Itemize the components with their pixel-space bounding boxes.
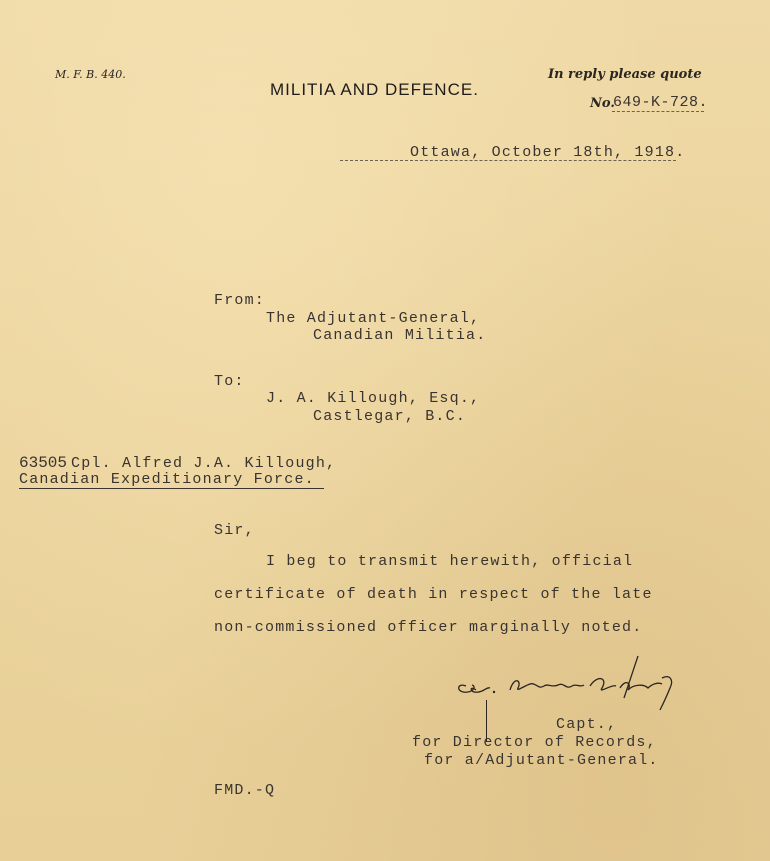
department-heading: MILITIA AND DEFENCE.	[270, 80, 479, 99]
to-line-1: J. A. Killough, Esq.,	[266, 390, 481, 407]
from-line-2: Canadian Militia.	[313, 327, 487, 344]
body-line-1: I beg to transmit herewith, official	[266, 553, 634, 570]
reply-instruction: In reply please quote	[548, 67, 702, 82]
subject-name: Cpl. Alfred J.A. Killough,	[71, 455, 337, 472]
date-underline	[410, 160, 676, 161]
subject-line-2: Canadian Expeditionary Force.	[19, 471, 315, 488]
footer-code: FMD.-Q	[214, 782, 276, 799]
signatory-rank: Capt.,	[556, 716, 618, 733]
from-label: From:	[214, 292, 266, 309]
subject-underline	[19, 488, 324, 489]
date-line: Ottawa, October 18th, 1918.	[410, 144, 686, 161]
from-line-1: The Adjutant-General,	[266, 310, 481, 327]
date-leader-line	[340, 160, 408, 161]
reference-underline	[612, 111, 704, 112]
handwritten-signature	[448, 654, 688, 714]
signatory-line-1: for Director of Records,	[412, 734, 657, 751]
body-line-3: non-commissioned officer marginally noted.	[214, 619, 643, 636]
salutation: Sir,	[214, 522, 255, 539]
body-line-2: certificate of death in respect of the late	[214, 586, 653, 603]
to-line-2: Castlegar, B.C.	[313, 408, 467, 425]
reference-number: 649-K-728.	[613, 94, 709, 111]
subject-line-1	[19, 454, 336, 472]
form-number: M. F. B. 440.	[55, 68, 126, 81]
regimental-number: 63505	[19, 454, 68, 472]
to-label: To:	[214, 373, 245, 390]
reference-prefix: No.	[590, 96, 615, 111]
signatory-line-2: for a/Adjutant-General.	[424, 752, 659, 769]
